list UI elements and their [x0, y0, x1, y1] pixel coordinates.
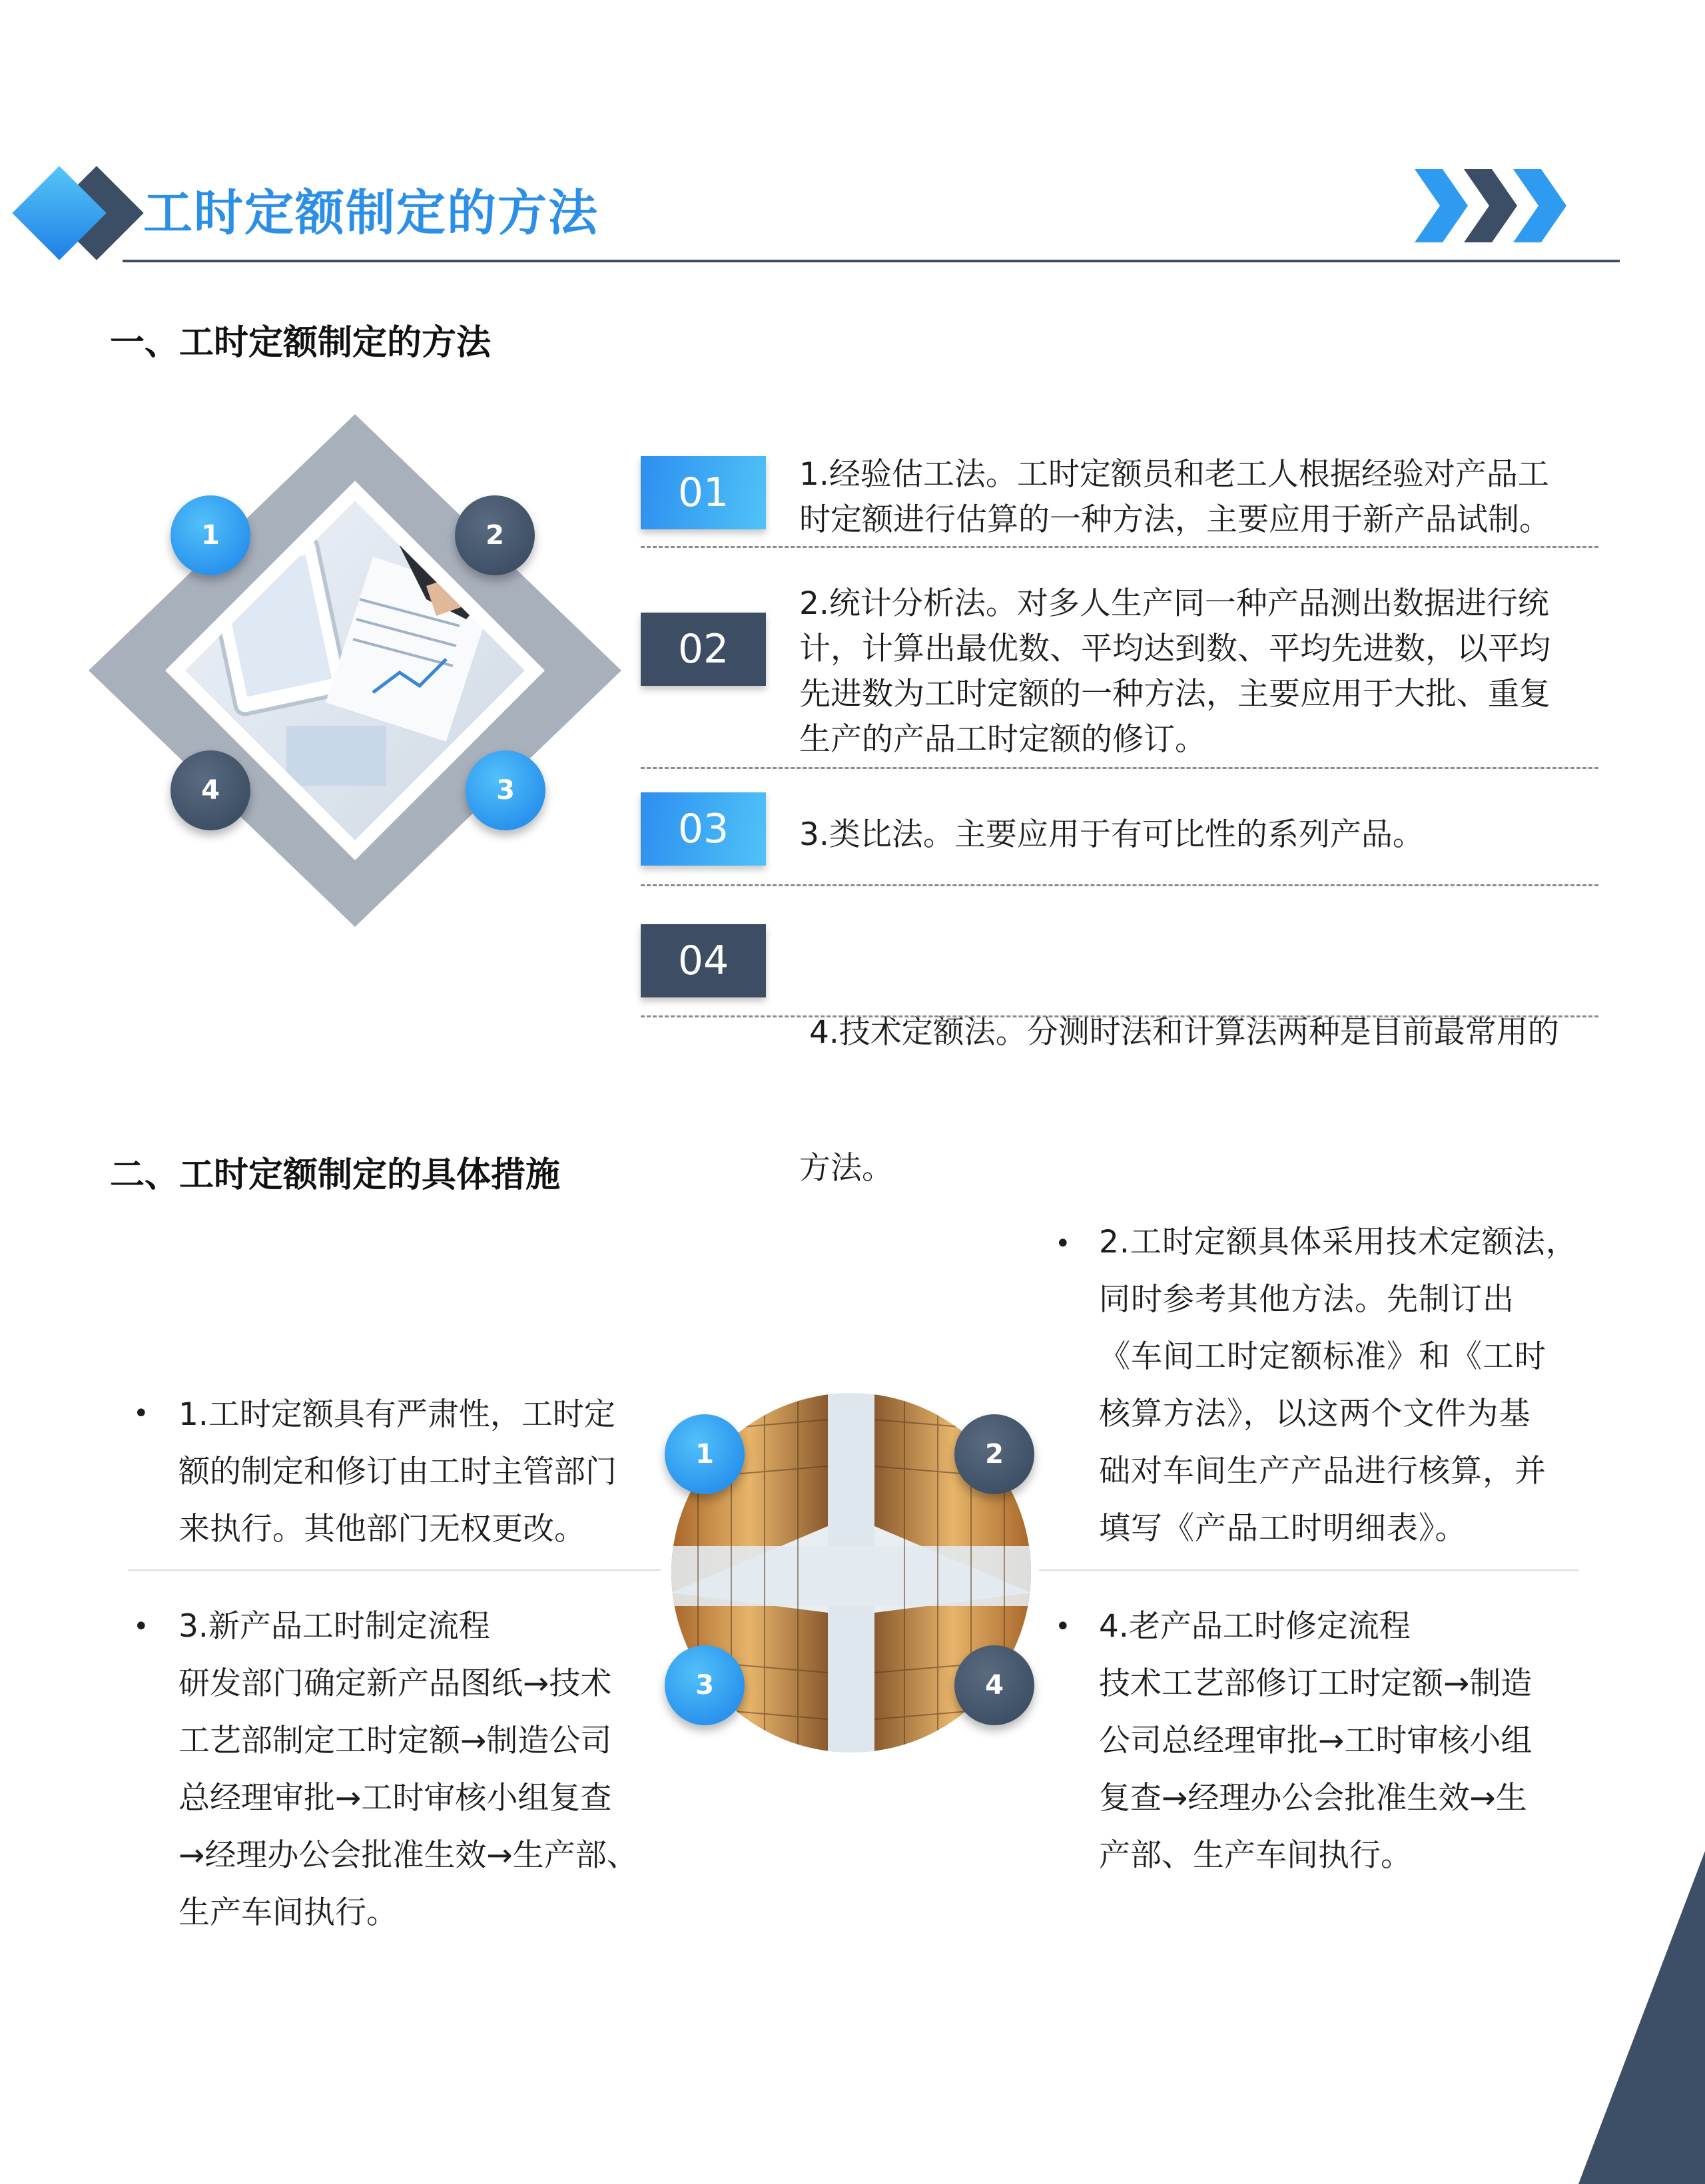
divider — [641, 546, 1598, 548]
bullet-icon: • — [1055, 1228, 1071, 1259]
method-item-3 — [799, 812, 1585, 858]
divider — [641, 1015, 1598, 1017]
divider — [128, 1569, 661, 1571]
measure-4-line-2: 技术工艺部修订工时定额→制造 — [1099, 1665, 1533, 1702]
method-4-line-2: 方法。 — [799, 1150, 893, 1187]
bullet-icon: • — [133, 1611, 149, 1642]
measure-3-line-3: 工艺部制定工时定额→制造公司 — [178, 1723, 612, 1759]
measure-3-line-6: 生产车间执行。 — [178, 1894, 398, 1931]
method-number-01: 01 — [641, 456, 766, 529]
method-2-line-3: 先进数为工时定额的一种方法，主要应用于大批、重复 — [799, 676, 1550, 712]
measure-3-line-5: →经理办公会批准生效→生产部、 — [178, 1837, 638, 1874]
measure-4-line-5: 产部、生产车间执行。 — [1099, 1837, 1412, 1874]
measure-3-line-2: 研发部门确定新产品图纸→技术 — [178, 1665, 612, 1702]
measure-3-line-1: 3.新产品工时制定流程 — [178, 1608, 490, 1645]
bullet-icon: • — [133, 1398, 149, 1429]
bullet-icon: • — [1055, 1611, 1071, 1642]
triple-chevron-right-icon — [1415, 166, 1574, 245]
measure-3-line-4: 总经理审批→工时审核小组复查 — [178, 1780, 612, 1816]
measure-4-line-3: 公司总经理审批→工时审核小组 — [1099, 1723, 1533, 1759]
measure-2-line-2: 同时参考其他方法。先制订出 — [1099, 1281, 1515, 1318]
method-number-04: 04 — [641, 924, 766, 997]
page-title: 工时定额制定的方法 — [143, 184, 599, 242]
method-4-line-1: 4.技术定额法。分测时法和计算法两种是目前最常用的 — [799, 1014, 1559, 1051]
measures-circle-4: 4 — [954, 1645, 1034, 1725]
diamond-photo — [0, 0, 666, 965]
measure-4-line-4: 复查→经理办公会批准生效→生 — [1099, 1780, 1527, 1816]
diagram-circle-3: 3 — [466, 750, 545, 830]
diagram-circle-1: 1 — [170, 495, 250, 575]
diagram-circle-4: 4 — [170, 750, 250, 830]
method-item-2 — [799, 581, 1585, 762]
diagram-circle-2: 2 — [455, 495, 535, 575]
method-1-line-2: 时定额进行估算的一种方法，主要应用于新产品试制。 — [799, 501, 1550, 538]
method-number-03: 03 — [641, 792, 766, 866]
corner-triangle-decoration — [1578, 1851, 1705, 2184]
measure-1-line-1: 1.工时定额具有严肃性，工时定 — [178, 1396, 615, 1433]
measure-2-line-1: 2.工时定额具体采用技术定额法， — [1099, 1224, 1578, 1260]
measure-2-line-3: 《车间工时定额标准》和《工时 — [1099, 1338, 1546, 1375]
section2-title: 二、工时定额制定的具体措施 — [110, 1155, 561, 1195]
measure-2-line-5: 础对车间生产产品进行核算，并 — [1099, 1453, 1546, 1490]
method-2-line-2: 计，计算出最优数、平均达到数、平均先进数，以平均 — [799, 631, 1550, 667]
measure-1-line-3: 来执行。其他部门无权更改。 — [178, 1511, 585, 1547]
divider — [1039, 1569, 1578, 1571]
measure-2-line-6: 填写《产品工时明细表》。 — [1099, 1510, 1467, 1547]
measures-circle-1: 1 — [665, 1414, 745, 1494]
measure-1-line-2: 额的制定和修订由工时主管部门 — [178, 1454, 617, 1490]
measure-2-line-4: 核算方法》，以这两个文件为基 — [1099, 1396, 1531, 1432]
method-2-line-1: 2.统计分析法。对多人生产同一种产品测出数据进行统 — [799, 585, 1549, 622]
section1-title: 一、工时定额制定的方法 — [110, 323, 492, 363]
measure-4-line-1: 4.老产品工时修定流程 — [1099, 1608, 1411, 1645]
divider — [641, 767, 1598, 769]
method-number-02: 02 — [641, 613, 766, 686]
method-1-line-1: 1.经验估工法。工时定额员和老工人根据经验对产品工 — [799, 456, 1549, 493]
method-2-line-4: 生产的产品工时定额的修订。 — [799, 721, 1206, 758]
divider — [641, 884, 1598, 886]
method-3-line-1: 3.类比法。主要应用于有可比性的系列产品。 — [799, 816, 1424, 853]
method-item-1 — [799, 452, 1585, 543]
measures-circle-3: 3 — [665, 1645, 745, 1725]
measures-circle-2: 2 — [954, 1414, 1034, 1494]
